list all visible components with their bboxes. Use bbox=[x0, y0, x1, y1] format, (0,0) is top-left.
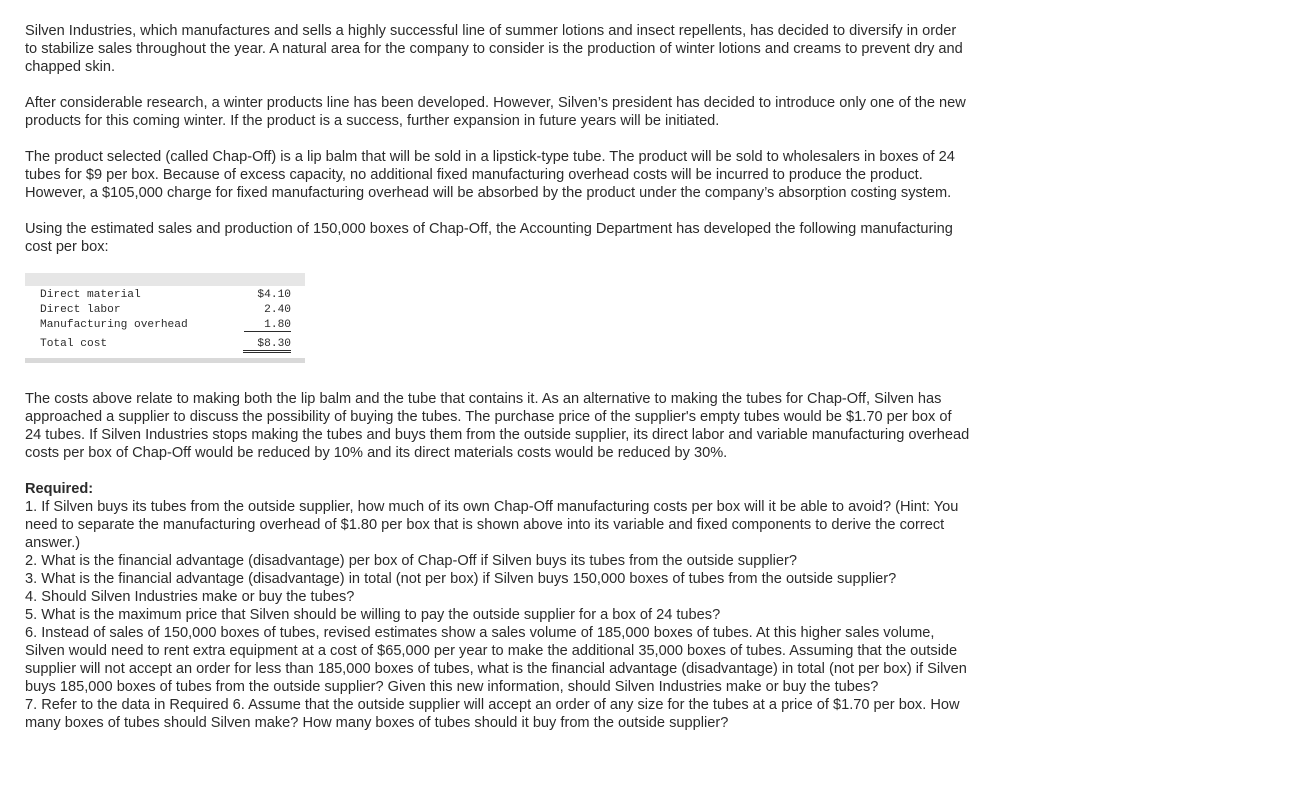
row-value: $4.10 bbox=[257, 289, 291, 301]
row-value: 1.80 bbox=[241, 318, 291, 333]
cost-intro-paragraph: Using the estimated sales and production of 150,000 boxes of Chap-Off, the Accounting Department has developed the following manufacturing cost per box: bbox=[25, 221, 953, 255]
row-label: Manufacturing overhead bbox=[40, 319, 188, 331]
question-4: 4. Should Silven Industries make or buy the tubes? bbox=[25, 589, 355, 605]
row-label: Direct material bbox=[40, 289, 141, 301]
total-value: $8.30 bbox=[241, 337, 291, 352]
alternative-paragraph: The costs above relate to making both the lip balm and the tube that contains it. As an alternative to making the tubes for Chap-Off, Silven has approached a supplier to discuss the possibility of buying the tubes. The purchase price of the supplier's empty tubes would be $1.70 per box of 24 tubes. If Silven Industries stops making the tubes and buys them from the outside supplier, its direct labor and variable manufacturing overhead costs per box of Chap-Off would be reduced by 10% and its direct materials costs would be reduced by 30%. bbox=[25, 391, 970, 461]
question-1: 1. If Silven buys its tubes from the outside supplier, how much of its own Chap-Off manufacturing costs per box will it be able to avoid? (Hint: You need to separate the manufacturing overhead of $1.80 per box that is shown above into its variable and fixed components to derive the correct answer.) bbox=[25, 499, 959, 551]
table-header-bar bbox=[25, 273, 305, 286]
row-label: Direct labor bbox=[40, 304, 121, 316]
question-2: 2. What is the financial advantage (disadvantage) per box of Chap-Off if Silven buys its tubes from the outside supplier? bbox=[25, 553, 798, 569]
problem-content bbox=[25, 22, 970, 732]
cost-table bbox=[25, 273, 305, 363]
question-5: 5. What is the maximum price that Silven should be willing to pay the outside supplier for a box of 24 tubes? bbox=[25, 607, 721, 623]
question-7: 7. Refer to the data in Required 6. Assume that the outside supplier will accept an order of any size for the tubes at a price of $1.70 per box. How many boxes of tubes should Silven make? How many boxes of tubes should it buy from the outside supplier? bbox=[25, 697, 960, 731]
question-3: 3. What is the financial advantage (disadvantage) in total (not per box) if Silven buys 150,000 boxes of tubes from the outside supplier? bbox=[25, 571, 897, 587]
table-row bbox=[25, 288, 305, 303]
product-paragraph: The product selected (called Chap-Off) is a lip balm that will be sold in a lipstick-type tube. The product will be sold to wholesalers in boxes of 24 tubes for $9 per box. Because of excess capacity, no additional fixed manufacturing overhead costs will be incurred to produce the product. However, a $105,000 charge for fixed manufacturing overhead will be absorbed by the product under the company’s absorption costing system. bbox=[25, 149, 955, 201]
cost-table-body bbox=[25, 286, 305, 358]
table-footer-bar bbox=[25, 358, 305, 363]
research-paragraph: After considerable research, a winter products line has been developed. However, Silven’s president has decided to introduce only one of the new products for this coming winter. If the product is a success, further expansion in future years will be initiated. bbox=[25, 95, 966, 129]
required-title: Required: bbox=[25, 481, 94, 497]
table-row bbox=[25, 303, 305, 318]
question-6: 6. Instead of sales of 150,000 boxes of tubes, revised estimates show a sales volume of 185,000 boxes of tubes. At this higher sales volume, Silven would need to rent extra equipment at a cost of $65,000 per year to make the additional 35,000 boxes of tubes. Assuming that the outside supplier will not accept an order for less than 185,000 boxes of tubes, what is the financial advantage (disadvantage) in total (not per box) if Silven buys 185,000 boxes of tubes from the outside supplier? Given this new information, should Silven Industries make or buy the tubes? bbox=[25, 625, 967, 695]
total-label: Total cost bbox=[40, 338, 108, 350]
intro-paragraph: Silven Industries, which manufactures and sells a highly successful line of summer lotions and insect repellents, has decided to diversify in order to stabilize sales throughout the year. A natural area for the company to consider is the production of winter lotions and creams to prevent dry and chapped skin. bbox=[25, 23, 963, 75]
table-row bbox=[25, 318, 305, 333]
row-value: 2.40 bbox=[264, 304, 291, 316]
total-row bbox=[25, 337, 305, 352]
required-section bbox=[25, 480, 970, 732]
